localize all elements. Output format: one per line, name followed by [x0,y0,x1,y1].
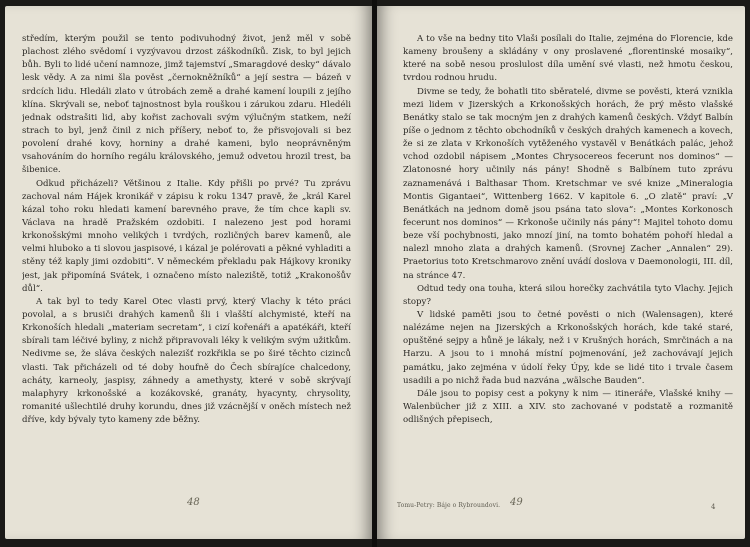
right-page-number: 49 [510,497,523,508]
printer-mark: Tomu-Petry: Báje o Rybroundovi. [397,502,501,509]
right-paragraph-1: A to vše na bedny tito Vlaši posílali do Italie, zejména do Florencie, kde kameny broušeny a skládány v ony proslavené „florentinské mosaiky“, které na sobě nesou proslulost díla umění své vlasti, než hmotu českou, tvrdou rodnou hrudu. [403,34,733,84]
right-page-text [403,33,733,477]
left-page-number: 48 [187,497,200,508]
sheet-signature: 4 [711,503,716,511]
left-paragraph-3: A tak byl to tedy Karel Otec vlasti prvý, který Vlachy k této práci povolal, a s brusiči drahých kamenů šli i vlašští alchymisté, kteří na Krkonoších hledali „materiam secretam“, i cizí kořenáři a apatékáři, kteří sbírali tam léčivé byliny, z nichž připravovali léky k velikým svým užitkům. Nedivme se, že sláva českých nalezišť rozkřikla se po širé těchto cizinců vlasti. Tak přicházeli od té doby houfně do Čech sbírajíce chalcedony, acháty, karneoly, jaspisy, záhnedy a amethysty, které v sobě skrývají malaphyry krkonošské a kozákovské, granáty, hyacynty, chrysolity, romanité ušlechtilé druhy korundu, dnes již vzácnější v oněch místech než dříve, kdy bývaly tyto kameny zde běžny. [22,296,351,426]
right-paragraph-2: Divme se tedy, že bohatli tito sběratelé, divme se pověsti, která vznikla mezi lidem v Jizerských a Krkonošských horách, že prý město vlašské Benátky stalo se tak mocným jen z drahých kamenů českých. Vždyť Balbín píše o jednom z těchto obchodníků v českých drahých kamenech a kovech, že si ze zlata v Krkonoších vytěženého vystavěl v Benátkách palác, jehož vchod ozdobil nápisem „Montes Chrysocereos fecerunt nos dominos“ — Zlatonosné hory učinily nás pány! Shodně s Balbínem tuto zprávu zaznamenává i Balthasar Thom. Kretschmar ve své knize „Mineralogia Montis Gigantaei“, Wittenberg 1662. V kapitole 6. „O zlatě“ praví: „V Benátkách na jednom domě jsou psána tato slova“: „Montes Korkonosch fecerunt nos dominos“ — Krkonoše učinily nás pány“! Majitel tohoto domu beze vší pochybnosti, jako mnozí jiní, na tomto bohatém pohoří hledal a nalezl mnoho zlata a drahých kamenů. (Srovnej Zacher „Annalen“ 29). Praetorius toto Kretschmarovo znění uvádí doslova v Daemonologii, III. díl, na stránce 47. [403,86,733,281]
right-paragraph-4: V lidské paměti jsou to četné pověsti o nich (Walensagen), které nalézáme nejen na Jizerských a Krkonošských horách, kde také staré, opuštěné sejpy a hůně je lákaly, než i v Krušných horách, Smrčinách a na Harzu. A jsou to i mnohá místní pojmenování, jež zachovávají jejich památku, jako zejména v údolí řeky Úpy, kde se lidé tito i trvale časem usadili a po nichž řada bud nazvána „wälsche Bauden“. [403,309,733,386]
left-page [5,6,372,539]
left-page-text [22,33,351,477]
left-paragraph-1: středím, kterým použil se tento podivuhodný život, jenž měl v sobě plachost zlého svědomí i vyzývavou drzost záškodníků. Zisk, to byl jejich bůh. Byli to lidé učení namnoze, jimž tajemství „Smaragdové desky“ dávalo lesk vědy. A za nimi šla pověst „černokněžníků“ a její sestra — bázeň v srdcích lidu. Hledáli zlato v útrobách země a drahé kamení loupili z jejího klína. Skrývali se, neboť tajnostnost byla rouškou i zárukou zdaru. Hledéli jednak odstrašiti lid, aby kořist zachovali svým výlučným statkem, neží strach to byl, jenž činil z nich příšery, neboť to, že přisvojovali si bez povolení drahé kovy, horniny a drahé kameni, bylo neoprávněným vsahováním do horního regálu královského, jemuž odvetou hrozil trest, ba šibenice. [22,34,351,176]
right-paragraph-5: Dále jsou to popisy cest a pokyny k nim — itineráře, Vlašské knihy — Walenbücher již z XIII. a XIV. sto zachované v podstatě a rozmanitě odlišných přepisech, [403,388,733,426]
right-paragraph-3: Odtud tedy ona touha, která silou horečky zachvátila tyto Vlachy. Jejich stopy? [403,283,733,307]
left-paragraph-2: Odkud přicházeli? Většinou z Italie. Kdy přišli po prvé? Tu zprávu zachoval nám Hájek kronikář v zápisu k roku 1347 pravě, že „král Karel kázal toho roku hledati kamení barevného prave, že tím chce kapli sv. Václava na hradě Pražském ozdobiti. I nalezeno jest pod horami krkonošskými mnoho velikých i tvrdých, rozličných barev kamenů, ale velmi hluboko a ti slovou jaspisové, i kázal je polérovati a pěkné vyhladiti a stěny též kaply jimi ozdobiti“. V německém překladu pak Hájkovy kroniky jest, jak připomíná Svátek, i označeno místo naleziště, totiž „Krakonošův důl“. [22,178,351,294]
right-page [377,6,745,539]
